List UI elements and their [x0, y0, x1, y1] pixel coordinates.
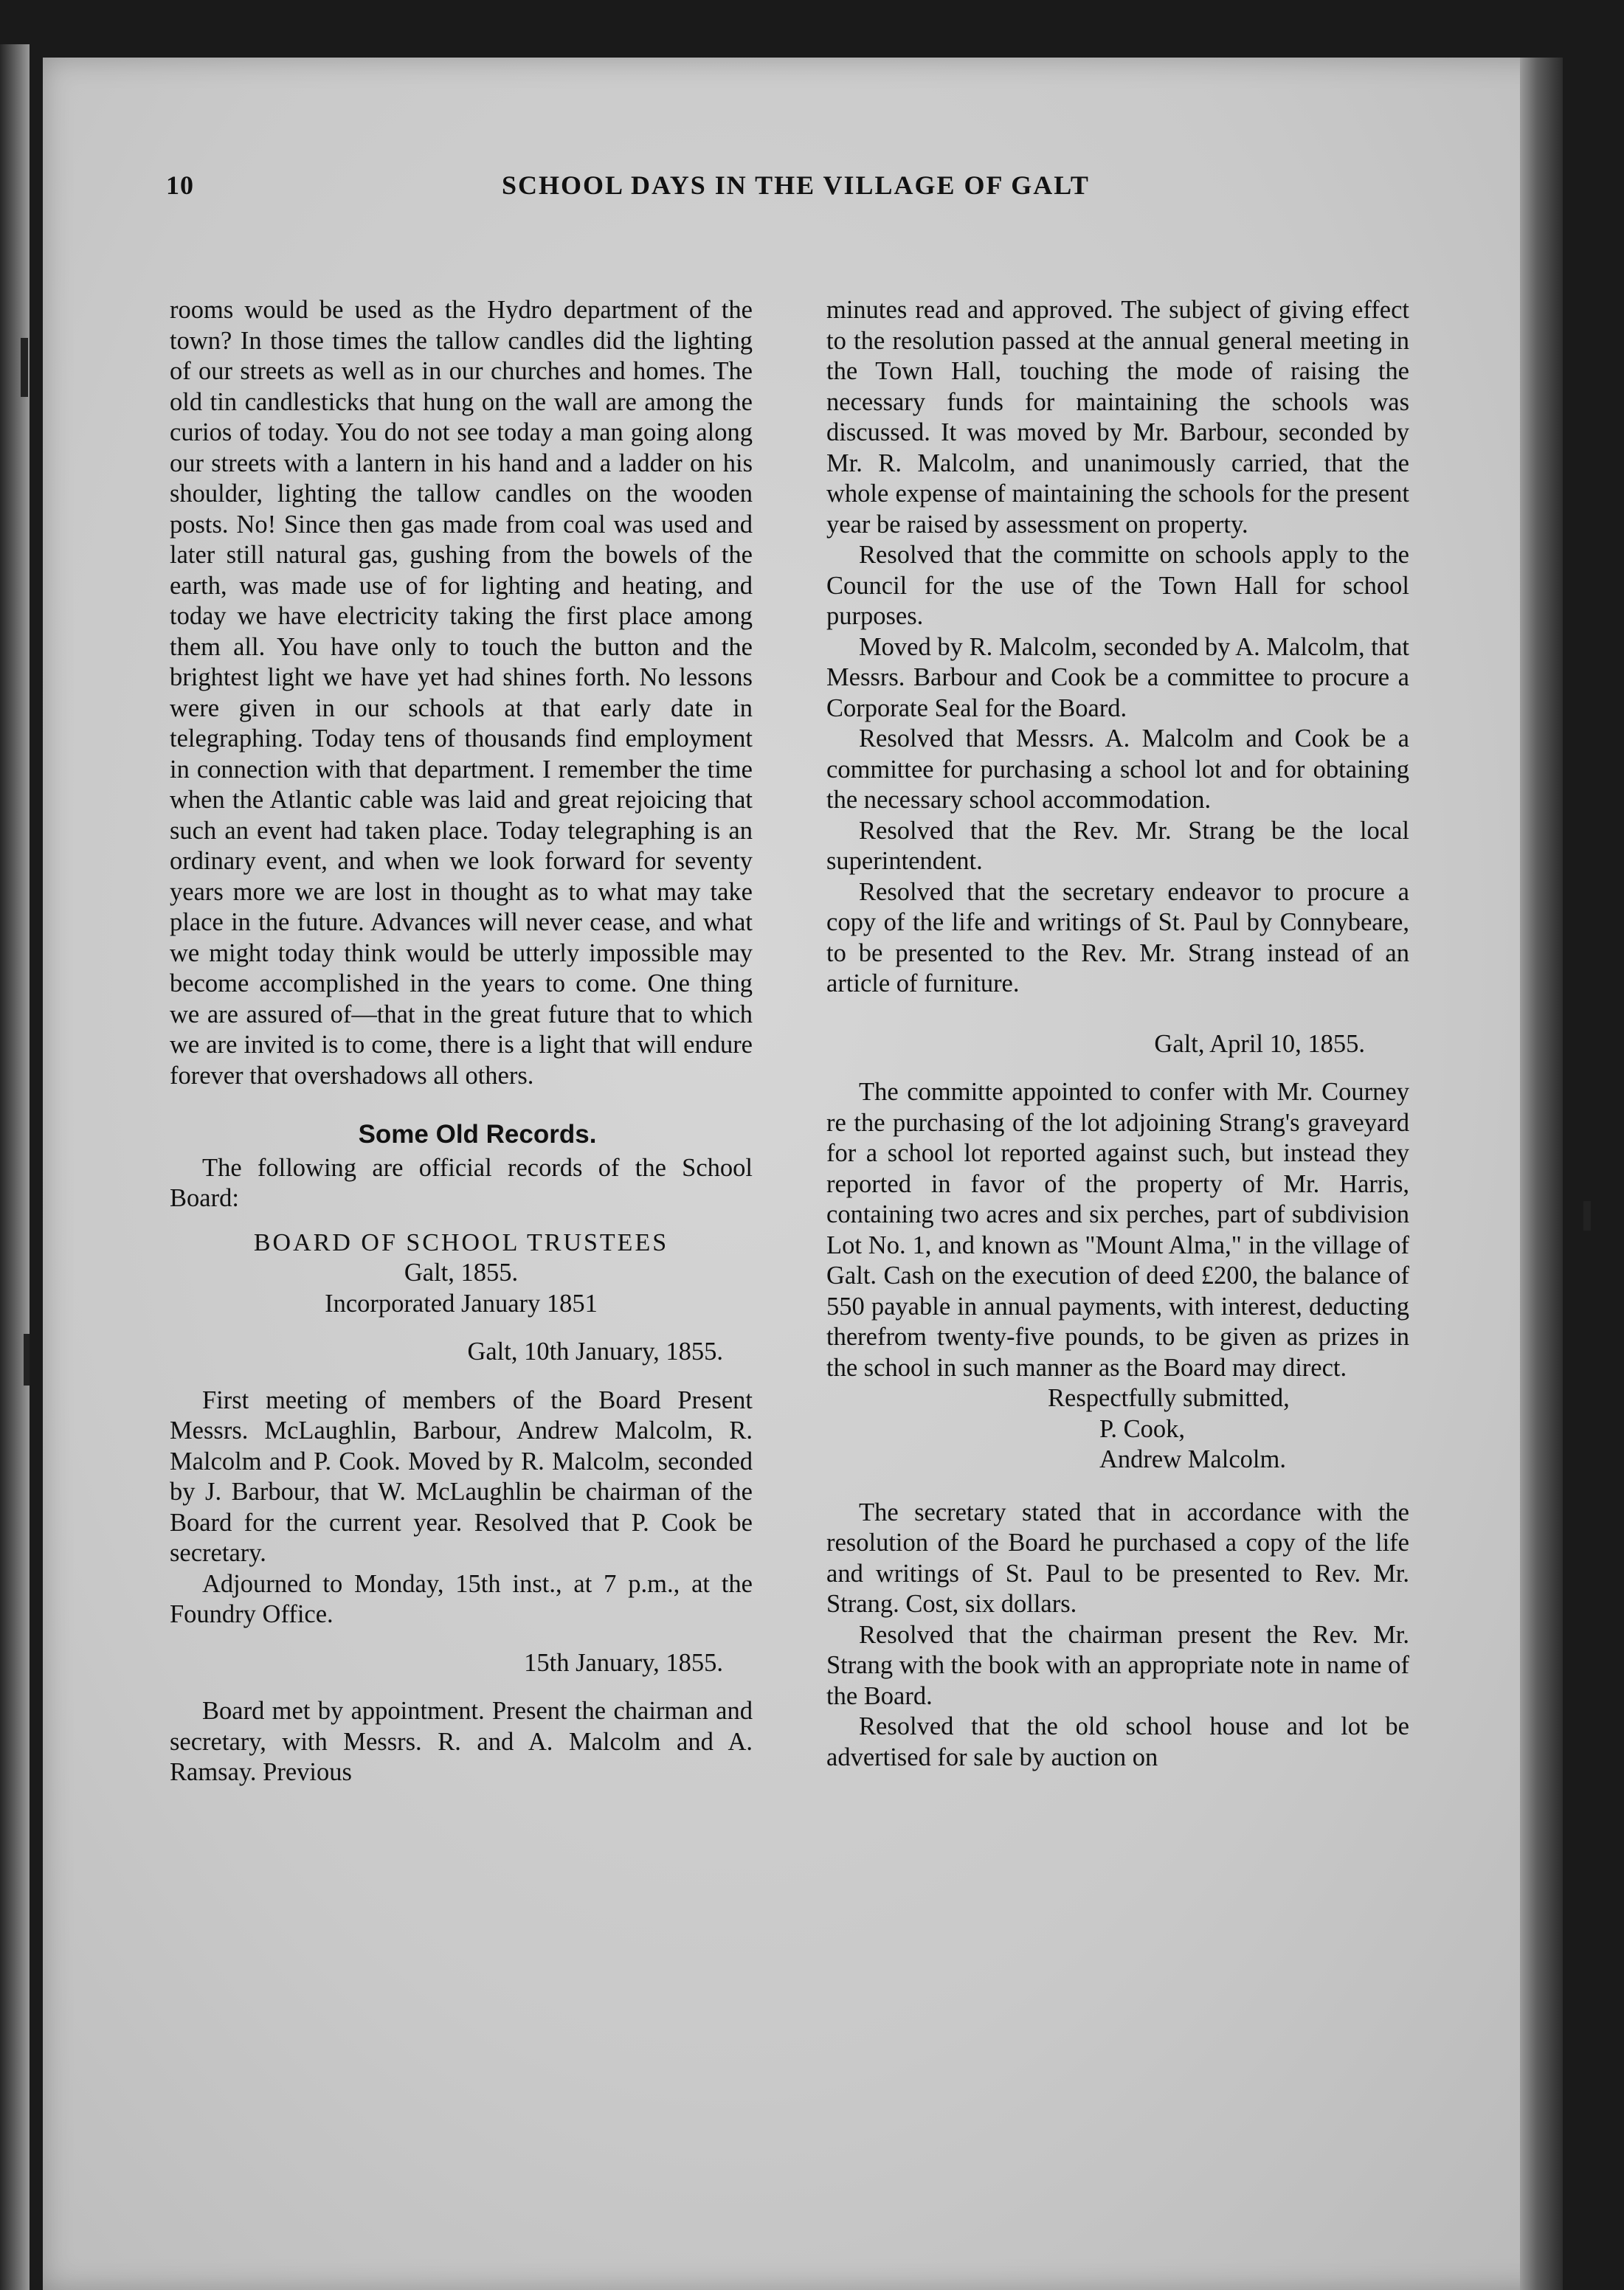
page-number: 10 [166, 170, 194, 200]
minutes-paragraph: Resolved that the secretary endeavor to procure a copy of the life and writings of St. Paul by Connybeare, to be presented to the Rev. Mr. Strang instead of an article of furniture. [826, 877, 1409, 997]
book-spine-shadow [1520, 58, 1563, 2290]
dateline: 15th January, 1855. [524, 1648, 723, 1677]
edge-mark [24, 1334, 30, 1386]
board-title: BOARD OF SCHOOL TRUSTEES [253, 1228, 669, 1256]
body-paragraph: The following are official records of the School Board: [170, 1153, 753, 1212]
minutes-paragraph: Board met by appointment. Present the chairman and secretary, with Messrs. R. and A. Malcolm and A. Ramsay. Previous [170, 1697, 753, 1786]
edge-mark [1583, 1201, 1591, 1231]
left-column [170, 295, 753, 1788]
board-place-year: Galt, 1855. [404, 1259, 519, 1287]
minutes-paragraph: Resolved that Messrs. A. Malcolm and Cook be a committee for purchasing a school lot and for obtaining the necessary school accommodation. [826, 724, 1409, 814]
signature-name: P. Cook, [1099, 1414, 1185, 1443]
running-head: SCHOOL DAYS IN THE VILLAGE OF GALT [502, 170, 1090, 200]
section-heading: Some Old Records. [358, 1120, 597, 1149]
body-paragraph: rooms would be used as the Hydro department of the town? In those times the tallow candles did the lighting of our streets as well as in our churches and homes. The old tin candlesticks that hung on the wall are among the curios of today. You do not see today a man going along our streets with a lantern in his hand and a ladder on his shoulder, lighting the tallow candles on the wooden posts. No! Since then gas made from coal was used and later still natural gas, gushing from the bowels of the earth, was made use of for lighting and heating, and today we have electricity taking the first place among them all. You have only to touch the button and the brightest light we have yet had shines forth. No lessons were given in our schools at that early date in telegraphing. Today tens of thousands find employment in connection with that department. I remember the time when the Atlantic cable was laid and great rejoicing that such an event had taken place. Today telegraphing is an ordinary event, and when we look forward for seventy years more we are lost in thought as to what may take place in the future. Advances will never cease, and what we might today think would be utterly impossible may become accomplished in the years to come. One thing we are assured of—that in the great future that to which we are invited is to come, there is a light that will endure forever that overshadows all others. [170, 296, 753, 1090]
minutes-paragraph: The secretary stated that in accordance with the resolution of the Board he purchased a copy of the life and writings of St. Paul to be presented to Rev. Mr. Strang. Cost, six dollars. [826, 1498, 1409, 1618]
edge-mark [21, 338, 28, 397]
minutes-paragraph: Adjourned to Monday, 15th inst., at 7 p.m., at the Foundry Office. [170, 1569, 753, 1628]
minutes-paragraph: The committe appointed to confer with Mr. Courney re the purchasing of the lot adjoining Strang's graveyard for a school lot reported against such, but instead they reported in favor of the property of Mr. Harris, containing two acres and six perches, part of subdivision Lot No. 1, and known as "Mount Alma," in the village of Galt. Cash on the execution of deed £200, the balance of 550 payable in annual payments, with interest, deducting therefrom twenty-five pounds, to be given as prizes in the school in such manner as the Board may direct. [826, 1078, 1409, 1382]
incorporated-line: Incorporated January 1851 [325, 1289, 598, 1318]
minutes-paragraph: Resolved that the old school house and lot be advertised for sale by auction on [826, 1712, 1409, 1771]
dateline: Galt, April 10, 1855. [1154, 1029, 1365, 1058]
right-column [826, 295, 1409, 1773]
minutes-paragraph: Resolved that the chairman present the Rev. Mr. Strang with the book with an appropriate note in name of the Board. [826, 1620, 1409, 1710]
minutes-paragraph: Resolved that the committe on schools apply to the Council for the use of the Town Hall for school purposes. [826, 541, 1409, 630]
signature-name: Andrew Malcolm. [1099, 1445, 1286, 1473]
minutes-paragraph: minutes read and approved. The subject of giving effect to the resolution passed at the annual general meeting in the Town Hall, touching the mode of raising the necessary funds for maintaining the schools was discussed. It was moved by Mr. Barbour, seconded by Mr. R. Malcolm, and unanimously carried, that the whole expense of maintaining the schools for the present year be raised by assessment on property. [826, 296, 1409, 539]
minutes-paragraph: Moved by R. Malcolm, seconded by A. Malcolm, that Messrs. Barbour and Cook be a committee to procure a Corporate Seal for the Board. [826, 632, 1409, 722]
dateline: Galt, 10th January, 1855. [467, 1338, 723, 1366]
closing-line: Respectfully submitted, [1048, 1384, 1290, 1412]
minutes-paragraph: First meeting of members of the Board Present Messrs. McLaughlin, Barbour, Andrew Malcolm, R. Malcolm and P. Cook. Moved by R. Malcolm, seconded by J. Barbour, that W. McLaughlin be chairman of the Board for the current year. Resolved that P. Cook be secretary. [170, 1386, 753, 1567]
minutes-paragraph: Resolved that the Rev. Mr. Strang be the local superintendent. [826, 816, 1409, 875]
